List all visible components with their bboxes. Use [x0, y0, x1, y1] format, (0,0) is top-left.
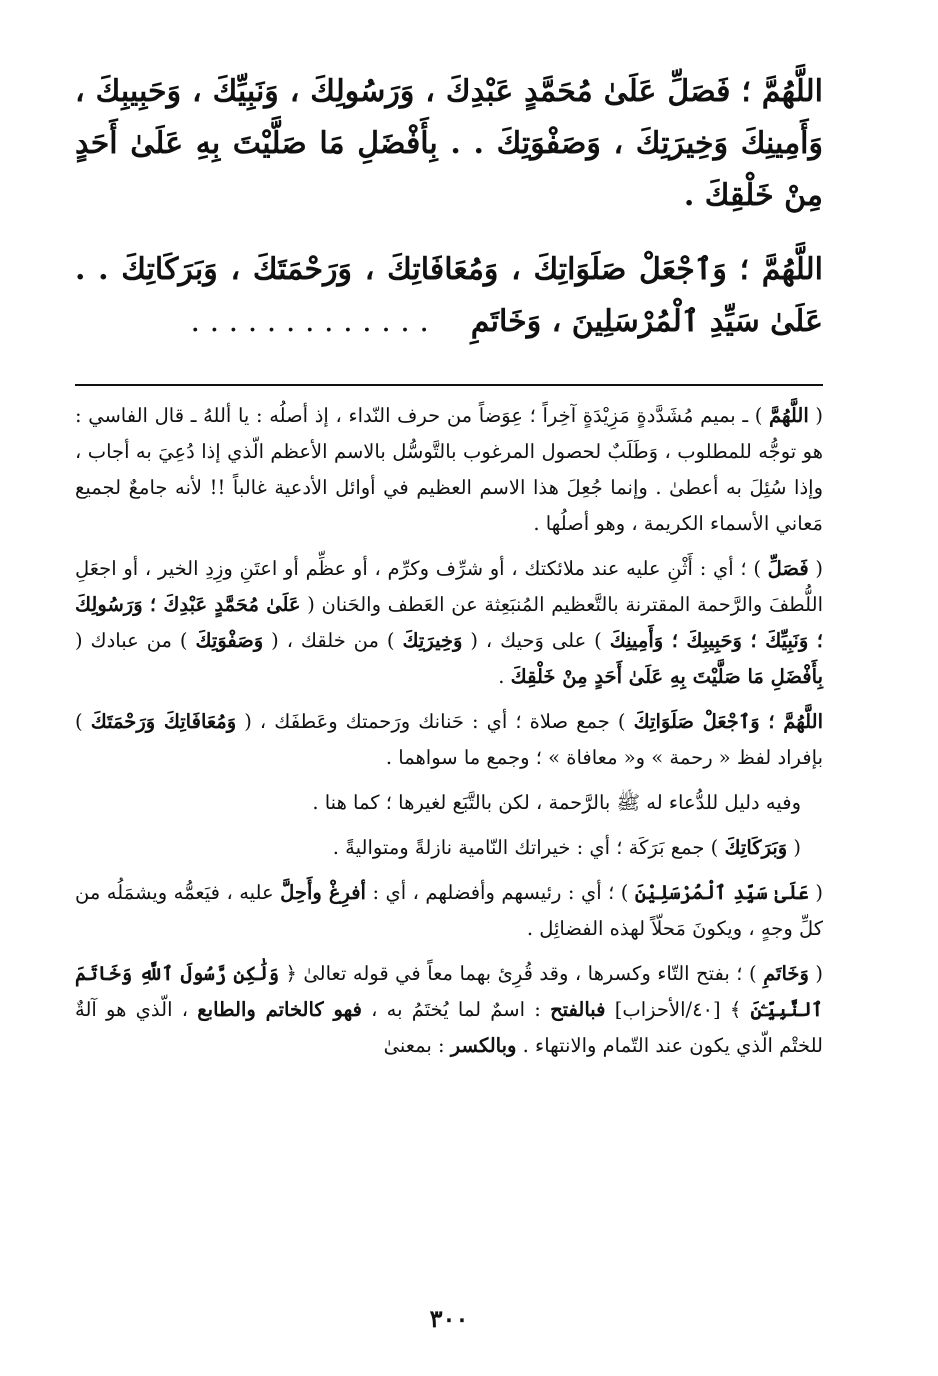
main-paragraph-text: اللَّهُمَّ ؛ فَصَلِّ عَلَىٰ مُحَمَّدٍ عَبْدِكَ ، وَرَسُولِكَ ، وَنَبِيِّكَ ، وَحَبِيبِكَ ، وَأَمِينِكَ وَخِيرَتِكَ ، وَصَفْوَتِكَ . . بِأَفْضَلِ مَا صَلَّيْتَ بِهِ عَلَىٰ أَحَدٍ مِنْ خَلْقِكَ . — [75, 74, 823, 213]
main-text — [75, 66, 823, 348]
footnote-paragraph: وفيه دليل للدُّعاء له ﷺ بالرَّحمة ، لكن بالتَّبَع لغيرها ؛ كما هنا . — [312, 791, 801, 814]
term: فهو كالخاتم والطابع — [197, 998, 362, 1021]
term: اللَّهُمَّ — [768, 404, 809, 427]
term: وبالكسر — [450, 1034, 517, 1057]
quran-verse: وَلَٰكِن رَّسُولَ ٱللَّهِ وَخَاتَمَ ٱلنَّبِيِّـۧنَ — [75, 962, 823, 1021]
footnote-paragraph: ( وَخَاتَمِ ) ؛ بفتح التّاء وكسرها ، وقد قُرِئ بهما معاً في قوله تعالىٰ ﴿ وَلَٰكِن رَّسُولَ ٱللَّهِ وَخَاتَمَ ٱلنَّبِيِّـۧنَ ﴾ [٤٠/الأحزاب] فبالفتح : اسمٌ لما يُختَمُ به ، فهو كالخاتم والطابع ، الّذي هو آلةٌ للختْم الّذي يكون عند التّمام والانتهاء . وبالكسر : بمعنىٰ — [75, 962, 823, 1057]
term: اللَّهُمَّ ؛ وَٱجْعَلْ صَلَوَاتِكَ — [633, 710, 823, 733]
footnote-divider — [75, 384, 823, 386]
footnote-paragraph: ( اللَّهُمَّ ) ـ بميم مُشَدَّدةٍ مَزِيْدَةٍ آخِراً ؛ عِوَضاً من حرف النّداء ، إذ أصلُه : يا أللهُ ـ قال الفاسي : هو توجُّه للمطلوب ، وَطَلَبٌ لحصول المرغوب بالتَّوسُّل بالاسم الأعظم الّذي إذا دُعِيَ به أجاب ، وإذا سُئِلَ به أعطىٰ . وإنما جُعِلَ هذا الاسم العظيم في أوائل الأدعية غالباً !! لأنه جامعٌ لجميع مَعاني الأسماء الكريمة ، وهو أصلُها . — [75, 404, 823, 535]
footnote-paragraph: اللَّهُمَّ ؛ وَٱجْعَلْ صَلَوَاتِكَ ) جمع صلاة ؛ أي : حَنانك ورَحمتك وعَطفَك ، ( وَمُعَافَاتِكَ وَرَحْمَتَكَ ) بإفراد لفظ « رحمة » و« معافاة » ؛ وجمع ما سواهما . — [75, 710, 823, 769]
term: وَبَرَكَاتِكَ — [724, 836, 788, 859]
term: فبالفتح — [550, 998, 606, 1021]
footnote-paragraph: ( فَصَلِّ ) ؛ أي : أَثْنِ عليه عند ملائكتك ، أو شرِّف وكرِّم ، أو عظِّم أو اعتَنِ وزِدِ الخير ، أو اجعَلِ اللُّطفَ والرَّحمة المقترنة بالتَّعظيم المُنبَعِثة عن العَطف والحَنان ( عَلَىٰ مُحَمَّدٍ عَبْدِكَ ؛ وَرَسُولِكَ ؛ وَنَبِيِّكَ ؛ وَحَبِيبِكَ ؛ وَأَمِينِكَ ) على وَحيك ، ( وَخِيرَتِكَ ) من خلقك ، ( وَصَفْوَتِكَ ) من عبادك ( بِأَفْضَلِ مَا صَلَّيْتَ بِهِ عَلَىٰ أَحَدٍ مِنْ خَلْقِكَ . — [75, 557, 823, 688]
ellipsis-dots: . . . . . . . . . . . . . — [190, 304, 429, 339]
main-paragraph — [75, 66, 823, 222]
term: عَلَىٰ سَيِّدِ ٱلْمُرْسَلِيْنَ — [634, 881, 809, 904]
footnote-paragraph: ( وَبَرَكَاتِكَ ) جمع بَرَكَة ؛ أي : خيراتك النّامية نازلةً ومتواليةً . — [332, 836, 801, 859]
main-paragraph-text: اللَّهُمَّ ؛ وَٱجْعَلْ صَلَوَاتِكَ ، وَمُعَافَاتِكَ ، وَرَحْمَتَكَ ، وَبَرَكَاتِكَ . . عَلَىٰ سَيِّدِ ٱلْمُرْسَلِينَ ، وَخَاتَمِ — [75, 252, 823, 339]
term: عَلَىٰ مُحَمَّدٍ عَبْدِكَ ؛ وَرَسُولِكَ ؛ وَنَبِيِّكَ ؛ وَحَبِيبِكَ ؛ وَأَمِينِكَ — [75, 593, 823, 652]
term: وَخِيرَتِكَ — [402, 629, 463, 652]
term: وَخَاتَمِ — [763, 962, 809, 985]
term: وَمُعَافَاتِكَ وَرَحْمَتَكَ — [90, 710, 237, 733]
term: بِأَفْضَلِ مَا صَلَّيْتَ بِهِ عَلَىٰ أَحَدٍ مِنْ خَلْقِكَ — [510, 665, 823, 688]
term: وَصَفْوَتِكَ — [195, 629, 264, 652]
term: فَصَلِّ — [767, 557, 809, 580]
book-page — [75, 66, 823, 1356]
page-number: ٣٠٠ — [429, 1304, 469, 1333]
footnote-paragraph: ( عَلَىٰ سَيِّدِ ٱلْمُرْسَلِيْنَ ) ؛ أي : رئيسهم وأفضلهم ، أي : أفرِغْ وأَحِلَّ عليه ، فيَعمُّه ويشمَلُه من كلِّ وجهٍ ، ويكونَ مَحلّاً لهذه الفضائِل . — [75, 881, 823, 940]
footnotes — [75, 398, 823, 1073]
term: أفرِغْ وأَحِلَّ — [280, 881, 366, 904]
main-paragraph — [75, 244, 823, 348]
